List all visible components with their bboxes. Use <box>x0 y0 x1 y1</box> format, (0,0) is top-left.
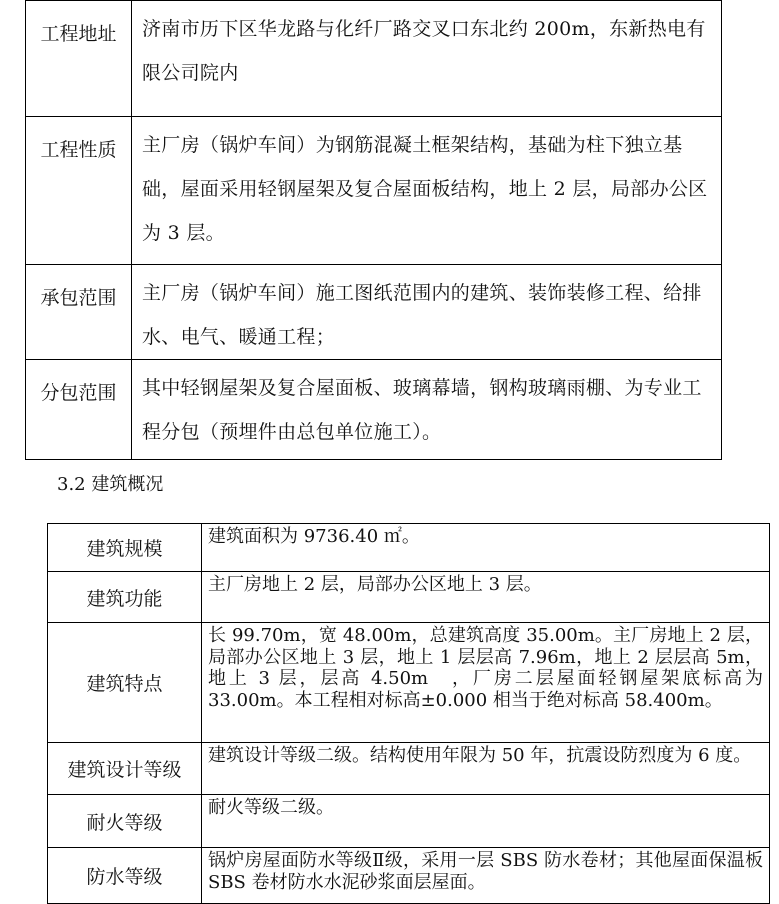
row-value: 其中轻钢屋架及复合屋面板、玻璃幕墙，钢构玻璃雨棚、为专业工程分包（预埋件由总包单位施工）。 <box>132 360 722 460</box>
row-value: 主厂房地上 2 层，局部办公区地上 3 层。 <box>202 572 770 623</box>
row-label: 分包范围 <box>26 360 132 460</box>
table-row <box>48 623 770 743</box>
table-row <box>26 117 722 265</box>
row-value: 锅炉房屋面防水等级Ⅱ级，采用一层 SBS 防水卷材；其他屋面保温板 SBS 卷材防水水泥砂浆面层屋面。 <box>202 848 770 904</box>
row-label: 工程性质 <box>26 117 132 265</box>
row-label: 耐火等级 <box>48 795 202 848</box>
row-label: 防水等级 <box>48 848 202 904</box>
table-row <box>26 360 722 460</box>
table-row <box>48 572 770 623</box>
table-row <box>48 743 770 795</box>
section-heading: 3.2 建筑概况 <box>57 474 164 495</box>
row-value: 长 99.70m，宽 48.00m，总建筑高度 35.00m。主厂房地上 2 层，局部办公区地上 3 层，地上 1 层层高 7.96m，地上 2 层层高 5m，地上 3 层，层高 4.50m ，厂房二层屋面轻钢屋架底标高为 33.00m。本工程相对标高±0.000 相当于绝对标高 58.400m。 <box>202 623 770 743</box>
row-value: 耐火等级二级。 <box>202 795 770 848</box>
row-label: 建筑功能 <box>48 572 202 623</box>
row-label: 建筑规模 <box>48 524 202 572</box>
project-info-table <box>25 0 722 460</box>
building-overview-table <box>47 523 770 904</box>
row-value: 建筑设计等级二级。结构使用年限为 50 年，抗震设防烈度为 6 度。 <box>202 743 770 795</box>
row-label: 承包范围 <box>26 265 132 360</box>
row-value: 主厂房（锅炉车间）施工图纸范围内的建筑、装饰装修工程、给排水、电气、暖通工程； <box>132 265 722 360</box>
table-row <box>26 1 722 117</box>
table-row <box>26 265 722 360</box>
row-value: 济南市历下区华龙路与化纤厂路交叉口东北约 200m，东新热电有限公司院内 <box>132 1 722 117</box>
table-row <box>48 795 770 848</box>
row-label: 建筑设计等级 <box>48 743 202 795</box>
table-row <box>48 524 770 572</box>
row-value: 主厂房（锅炉车间）为钢筋混凝土框架结构，基础为柱下独立基础，屋面采用轻钢屋架及复合屋面板结构，地上 2 层，局部办公区为 3 层。 <box>132 117 722 265</box>
row-label: 工程地址 <box>26 1 132 117</box>
row-value: 建筑面积为 9736.40 ㎡。 <box>202 524 770 572</box>
row-label: 建筑特点 <box>48 623 202 743</box>
table-row <box>48 848 770 904</box>
